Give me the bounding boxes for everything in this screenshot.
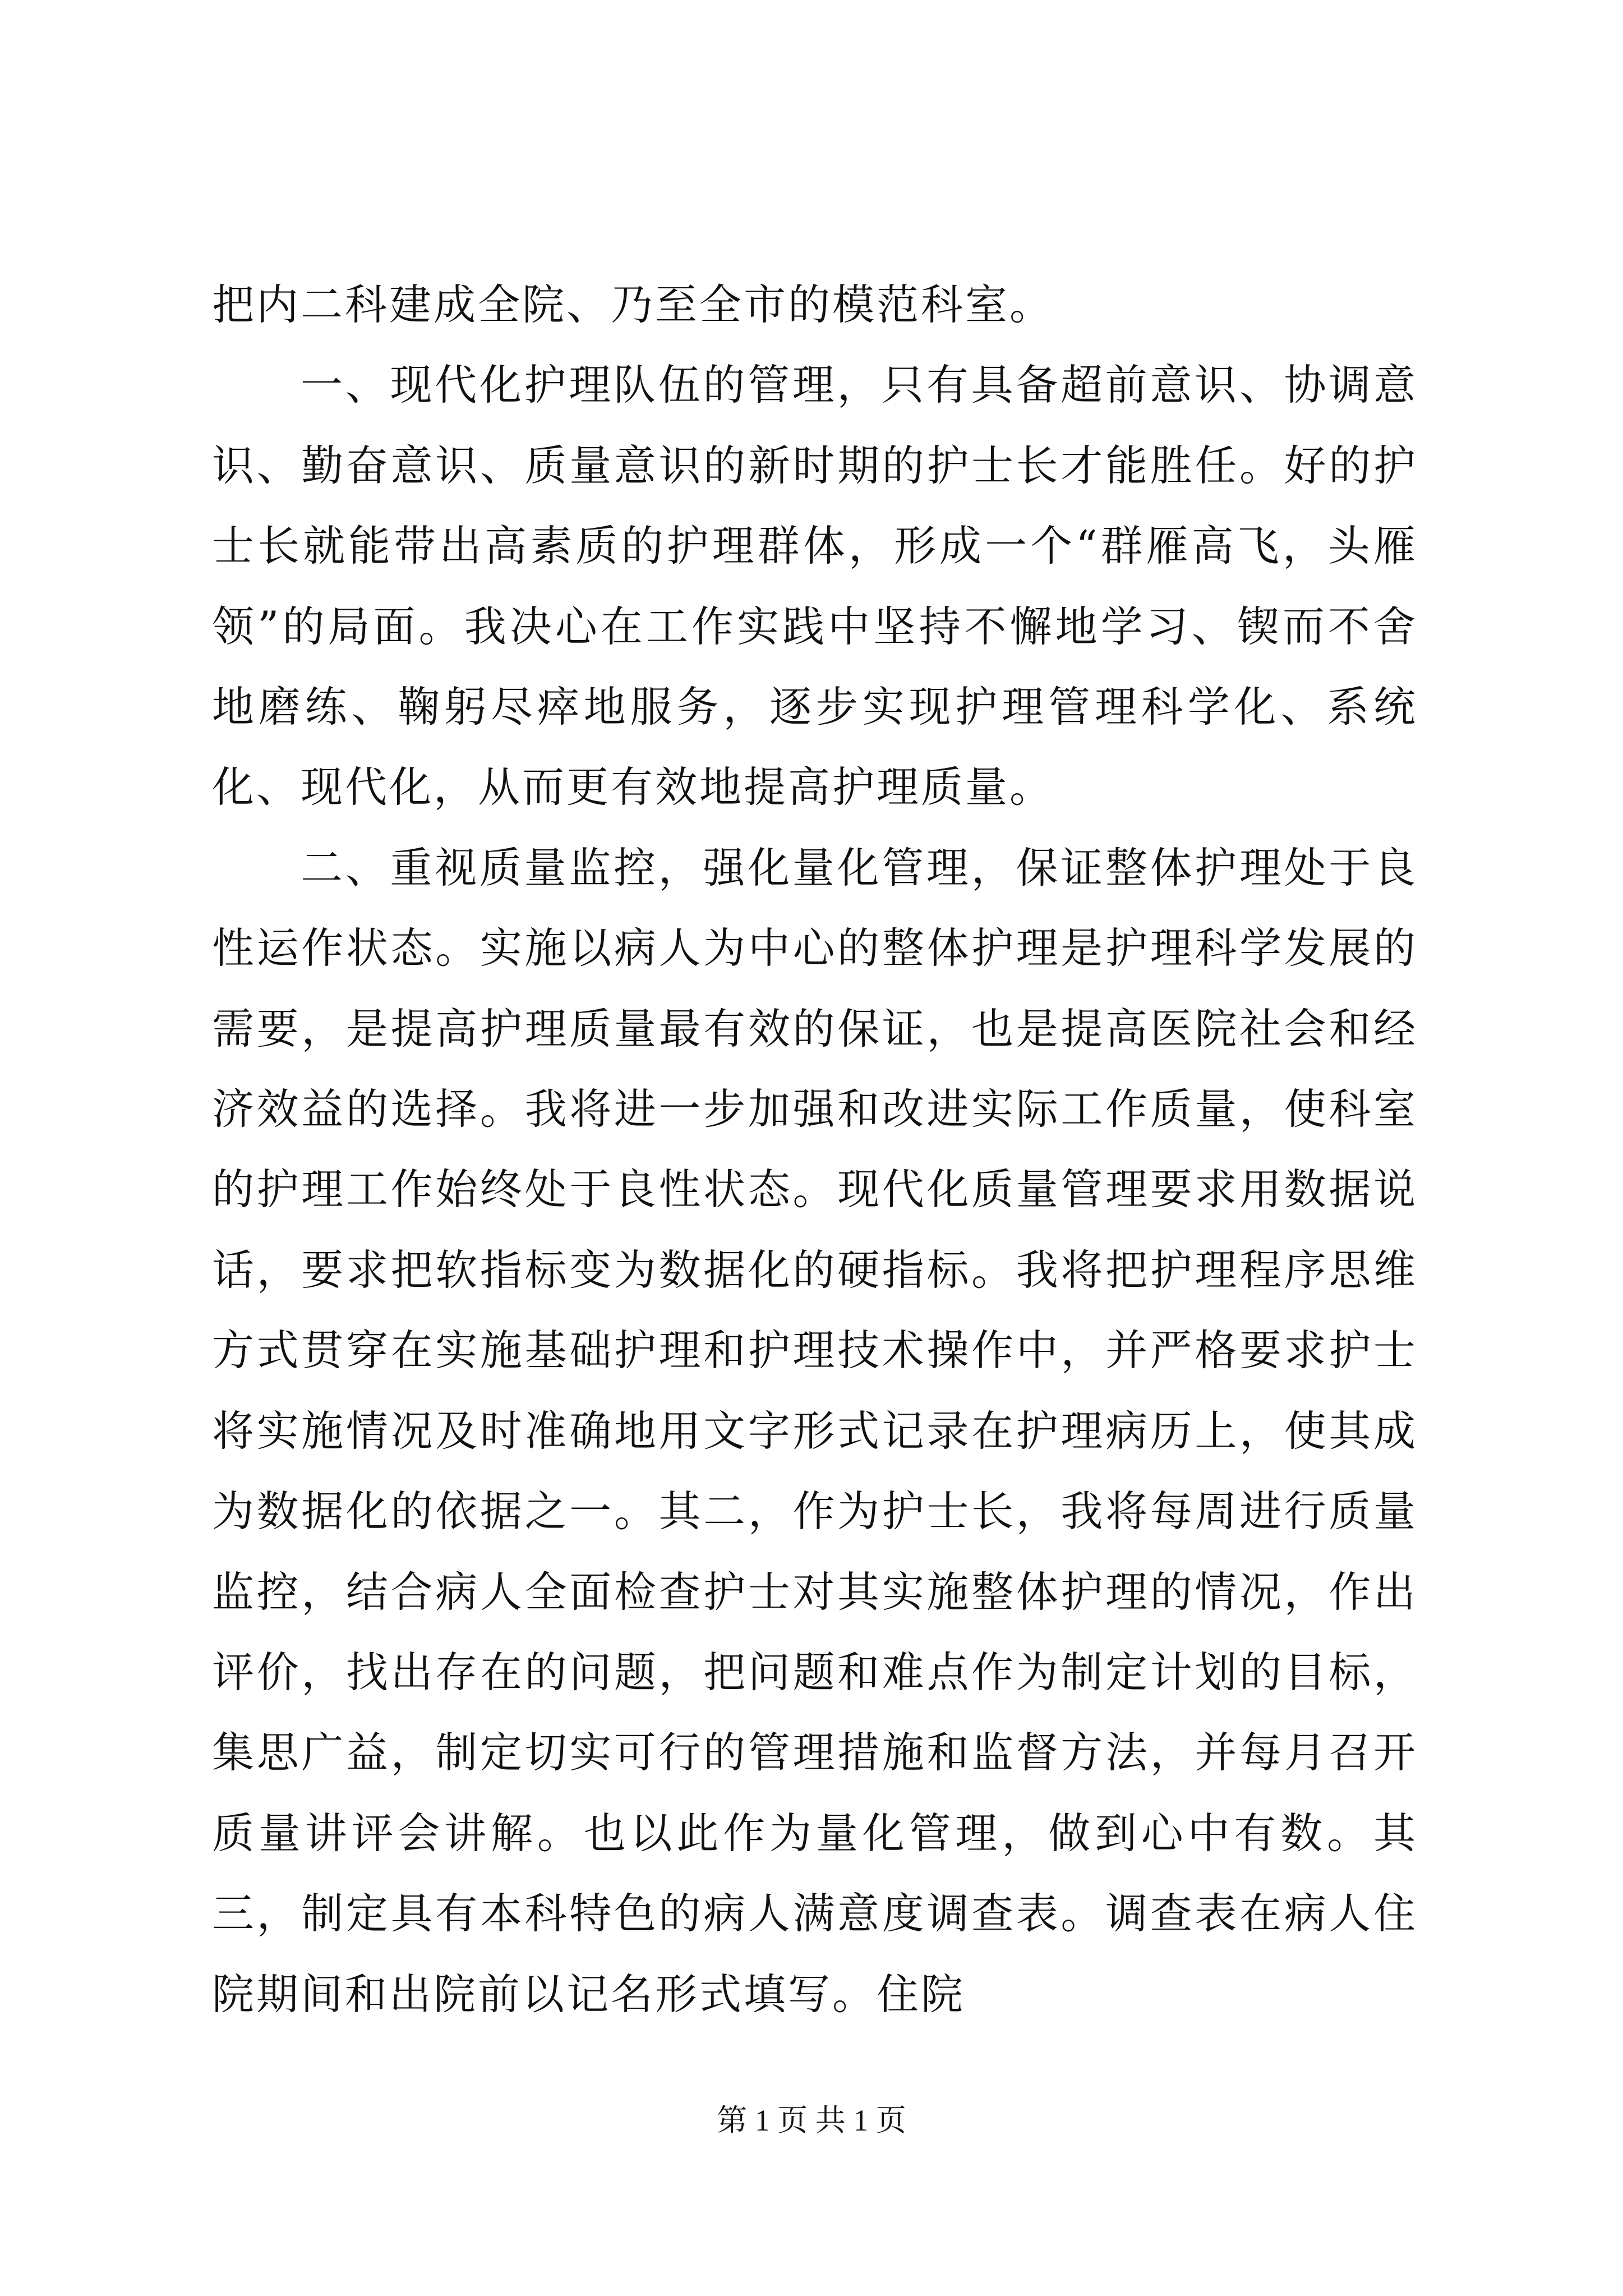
document-body — [212, 265, 1418, 2035]
page-footer: 第 1 页 共 1 页 — [717, 2104, 906, 2137]
paragraph-section-one: 一、现代化护理队伍的管理，只有具备超前意识、协调意识、勤奋意识、质量意识的新时期的护士长才能胜任。好的护士长就能带出高素质的护理群体，形成一个“群雁高飞，头雁领”的局面。我决心在工作实践中坚持不懈地学习、锲而不舍地磨练、鞠躬尽瘁地服务，逐步实现护理管理科学化、系统化、现代化，从而更有效地提高护理质量。 — [212, 360, 1418, 812]
paragraph-continuation: 把内二科建成全院、乃至全市的模范科室。 — [212, 280, 1054, 329]
paragraph-section-two: 二、重视质量监控，强化量化管理，保证整体护理处于良性运作状态。实施以病人为中心的整体护理是护理科学发展的需要，是提高护理质量最有效的保证，也是提高医院社会和经济效益的选择。我将进一步加强和改进实际工作质量，使科室的护理工作始终处于良性状态。现代化质量管理要求用数据说话，要求把软指标变为数据化的硬指标。我将把护理程序思维方式贯穿在实施基础护理和护理技术操作中，并严格要求护士将实施情况及时准确地用文字形式记录在护理病历上，使其成为数据化的依据之一。其二，作为护士长，我将每周进行质量监控，结合病人全面检查护士对其实施整体护理的情况，作出评价，找出存在的问题，把问题和难点作为制定计划的目标，集思广益，制定切实可行的管理措施和监督方法，并每月召开质量讲评会讲解。也以此作为量化管理，做到心中有数。其三，制定具有本科特色的病人满意度调查表。调查表在病人住院期间和出院前以记名形式填写。住院 — [212, 843, 1418, 2019]
